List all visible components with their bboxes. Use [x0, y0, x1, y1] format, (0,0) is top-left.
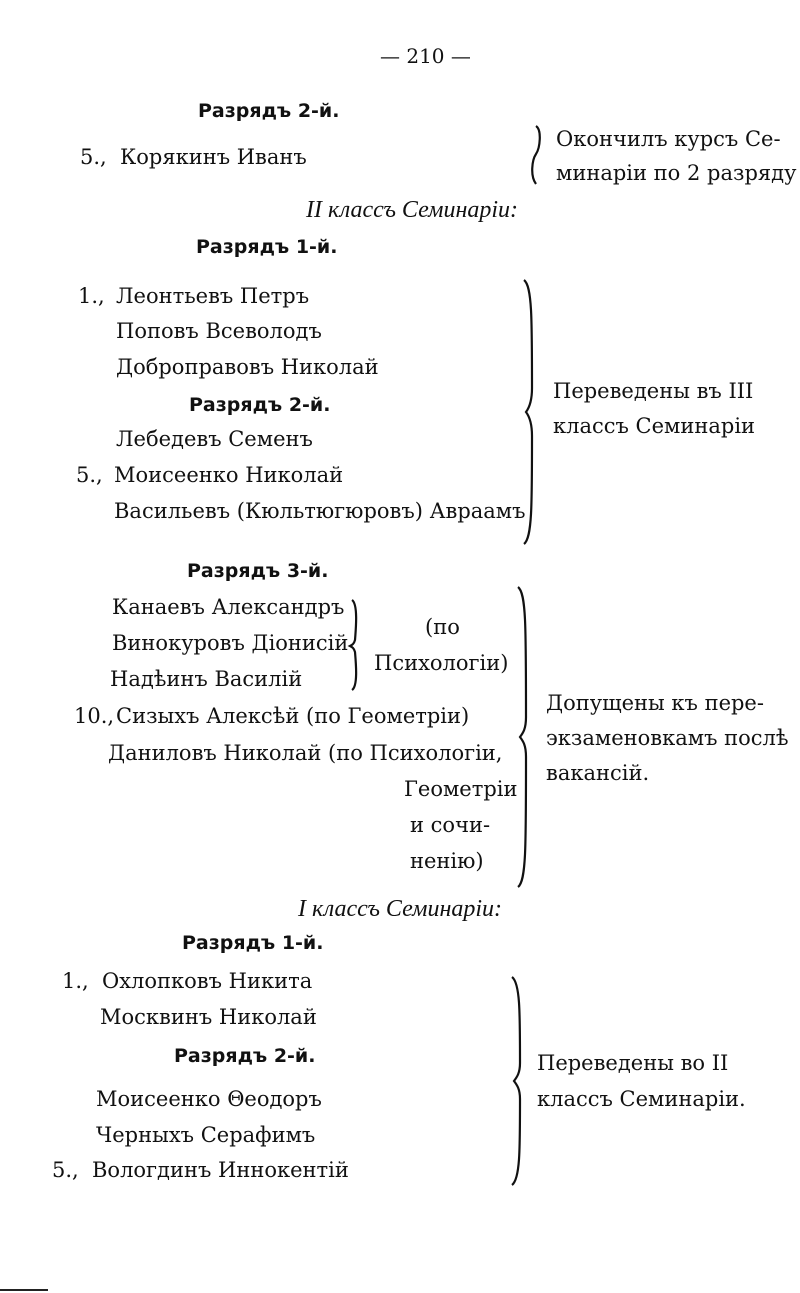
- rank-heading: Разрядъ 2-й.: [189, 394, 331, 416]
- student-name-cont: ненію): [410, 849, 484, 873]
- row-number: 10.,: [74, 704, 115, 728]
- row-number: 5.,: [52, 1158, 79, 1182]
- student-name: Леонтьевъ Петръ: [116, 284, 310, 308]
- row-number: 1.,: [62, 969, 89, 993]
- rank-heading: Разрядъ 1-й.: [182, 932, 324, 954]
- class-title: II классъ Семинаріи:: [306, 197, 519, 223]
- student-name: Моисеенко Θеодоръ: [96, 1087, 322, 1111]
- note-line: Переведены во II: [537, 1051, 729, 1075]
- student-name: Охлопковъ Никита: [102, 969, 313, 993]
- group-note-line: (по: [425, 615, 460, 639]
- student-name: Винокуровъ Діонисій: [112, 631, 349, 655]
- note-line: классъ Семинаріи.: [537, 1087, 746, 1111]
- student-name: Москвинъ Николай: [100, 1005, 317, 1029]
- student-name: Моисеенко Николай: [114, 463, 344, 487]
- student-name: Лебедевъ Семенъ: [116, 427, 313, 451]
- student-name-cont: Геометріи: [404, 777, 518, 801]
- student-name: Вологдинъ Иннокентій: [92, 1158, 349, 1182]
- row-number: 1.,: [78, 284, 105, 308]
- note-line: Допущены къ пере-: [546, 691, 764, 715]
- student-name: Надѣинъ Василій: [110, 667, 303, 691]
- student-name-cont: и сочи-: [410, 813, 491, 837]
- student-name: Даниловъ Николай (по Психологіи,: [108, 741, 503, 765]
- rank-heading: Разрядъ 2-й.: [174, 1045, 316, 1067]
- note-line: классъ Семинаріи: [553, 414, 756, 438]
- rank-heading: Разрядъ 1-й.: [196, 236, 338, 258]
- brace-icon: [514, 585, 538, 889]
- note-line: вакансій.: [546, 761, 650, 785]
- footer-rule: [0, 1289, 48, 1291]
- brace-icon: [344, 598, 364, 692]
- row-number: 5.,: [80, 145, 107, 169]
- rank-heading: Разрядъ 3-й.: [187, 560, 329, 582]
- rank-heading: Разрядъ 2-й.: [198, 100, 340, 122]
- student-name: Васильевъ (Кюльтюгюровъ) Авраамъ: [114, 499, 526, 523]
- class-title: I классъ Семинаріи:: [298, 896, 503, 922]
- row-number: 5.,: [76, 463, 103, 487]
- note-line: Переведены въ III: [553, 379, 754, 403]
- student-name: Сизыхъ Алексѣй (по Геометріи): [116, 704, 470, 728]
- group-note-line: Психологіи): [374, 651, 509, 675]
- brace-icon: [526, 124, 546, 186]
- note-line: экзаменовкамъ послѣ: [546, 726, 789, 750]
- student-name: Черныхъ Серафимъ: [96, 1123, 316, 1147]
- page-number: — 210 —: [380, 44, 471, 68]
- note-line: минаріи по 2 разряду: [556, 161, 797, 185]
- student-name: Корякинъ Иванъ: [120, 145, 307, 169]
- brace-icon: [508, 975, 532, 1187]
- student-name: Поповъ Всеволодъ: [116, 319, 322, 343]
- student-name: Канаевъ Александръ: [112, 595, 345, 619]
- student-name: Доброправовъ Николай: [116, 355, 379, 379]
- note-line: Окончилъ курсъ Се-: [556, 127, 781, 151]
- brace-icon: [520, 278, 544, 546]
